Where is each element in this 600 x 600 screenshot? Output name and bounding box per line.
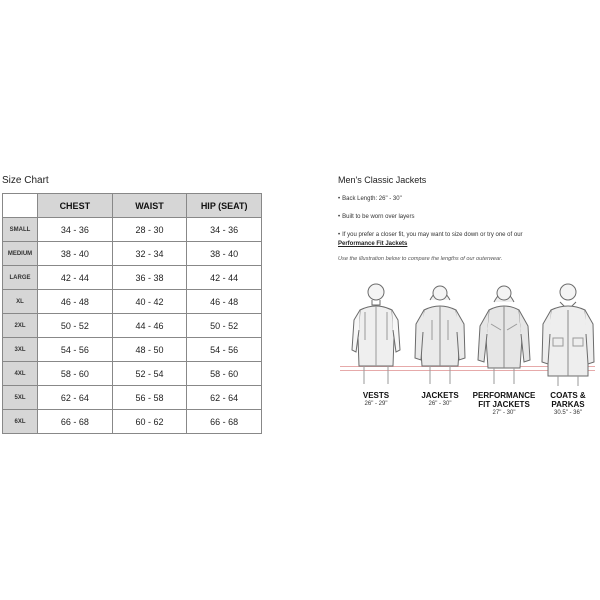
table-corner-cell [3, 194, 38, 218]
row-header-size: XL [3, 290, 38, 314]
size-chart-table [2, 193, 262, 434]
jackets-length: 26" - 30" [428, 401, 452, 407]
row-header-size: MEDIUM [3, 242, 38, 266]
vest-figure-icon [346, 280, 406, 390]
list-item [338, 195, 596, 204]
waist-cell: 32 - 34 [112, 242, 187, 266]
chest-cell: 42 - 44 [38, 266, 113, 290]
chest-cell: 58 - 60 [38, 362, 113, 386]
table-row [3, 290, 262, 314]
coats-parkas-length: 30.5" - 36" [554, 410, 582, 416]
performance-fit-name-line2: FIT JACKETS [478, 400, 530, 409]
chest-cell: 34 - 36 [38, 218, 113, 242]
coats-parkas-name-line1: COATS & [550, 391, 586, 400]
vests-length: 26" - 29" [364, 401, 388, 407]
coats-parkas-label [536, 391, 600, 417]
performance-fit-jackets-link[interactable]: Performance Fit Jackets [338, 241, 408, 247]
outerwear-labels [338, 391, 600, 431]
row-header-size: LARGE [3, 266, 38, 290]
hip-cell: 66 - 68 [187, 410, 262, 434]
parka-figure-icon [538, 280, 598, 390]
hip-cell: 50 - 52 [187, 314, 262, 338]
outerwear-figures [338, 280, 600, 390]
hip-cell: 42 - 44 [187, 266, 262, 290]
table-header-row [3, 194, 262, 218]
row-header-size: 5XL [3, 386, 38, 410]
column-header-chest: CHEST [38, 194, 113, 218]
bullet-icon: • [338, 232, 341, 238]
row-header-size: 3XL [3, 338, 38, 362]
table-row [3, 410, 262, 434]
list-item [338, 231, 596, 249]
performance-fit-name-line1: PERFORMANCE [472, 391, 536, 400]
hooded-jacket-figure-icon [410, 280, 470, 390]
chest-cell: 38 - 40 [38, 242, 113, 266]
vests-name: VESTS [362, 391, 390, 400]
hip-cell: 38 - 40 [187, 242, 262, 266]
list-item [338, 213, 596, 222]
illustration-note: Use the illustration below to compare the lengths of our outerwear. [338, 256, 503, 262]
waist-cell: 40 - 42 [112, 290, 187, 314]
waist-cell: 56 - 58 [112, 386, 187, 410]
jackets-title: Men's Classic Jackets [338, 175, 427, 185]
table-row [3, 362, 262, 386]
jackets-bullet-list [338, 195, 596, 249]
table-row [3, 242, 262, 266]
waist-cell: 52 - 54 [112, 362, 187, 386]
chest-cell: 46 - 48 [38, 290, 113, 314]
hip-cell: 46 - 48 [187, 290, 262, 314]
chest-cell: 54 - 56 [38, 338, 113, 362]
table-row [3, 218, 262, 242]
performance-fit-label [472, 391, 536, 417]
table-row [3, 338, 262, 362]
row-header-size: 2XL [3, 314, 38, 338]
table-row [3, 386, 262, 410]
table-row [3, 314, 262, 338]
hip-cell: 58 - 60 [187, 362, 262, 386]
table-row [3, 266, 262, 290]
waist-cell: 28 - 30 [112, 218, 187, 242]
jackets-info-panel [338, 175, 596, 262]
hip-cell: 54 - 56 [187, 338, 262, 362]
chest-cell: 66 - 68 [38, 410, 113, 434]
waist-cell: 36 - 38 [112, 266, 187, 290]
size-chart-title: Size Chart [2, 175, 49, 186]
row-header-size: 4XL [3, 362, 38, 386]
performance-fit-length: 27" - 30" [492, 410, 516, 416]
waist-cell: 60 - 62 [112, 410, 187, 434]
row-header-size: SMALL [3, 218, 38, 242]
vests-label [344, 391, 408, 408]
jackets-label [408, 391, 472, 408]
waist-cell: 44 - 46 [112, 314, 187, 338]
performance-jacket-figure-icon [474, 280, 534, 390]
bullet-icon: • [338, 196, 341, 202]
layers-text: Built to be worn over layers [342, 214, 415, 220]
jackets-name: JACKETS [421, 391, 459, 400]
column-header-hip: HIP (SEAT) [187, 194, 262, 218]
chest-cell: 50 - 52 [38, 314, 113, 338]
hip-cell: 34 - 36 [187, 218, 262, 242]
coats-parkas-name-line2: PARKAS [551, 400, 585, 409]
hip-cell: 62 - 64 [187, 386, 262, 410]
waist-cell: 48 - 50 [112, 338, 187, 362]
column-header-waist: WAIST [112, 194, 187, 218]
row-header-size: 6XL [3, 410, 38, 434]
bullet-icon: • [338, 214, 341, 220]
back-length-text: Back Length: 26" - 30" [342, 196, 402, 202]
chest-cell: 62 - 64 [38, 386, 113, 410]
fit-advice-text: If you prefer a closer fit, you may want to size down or try one of our [342, 232, 523, 238]
